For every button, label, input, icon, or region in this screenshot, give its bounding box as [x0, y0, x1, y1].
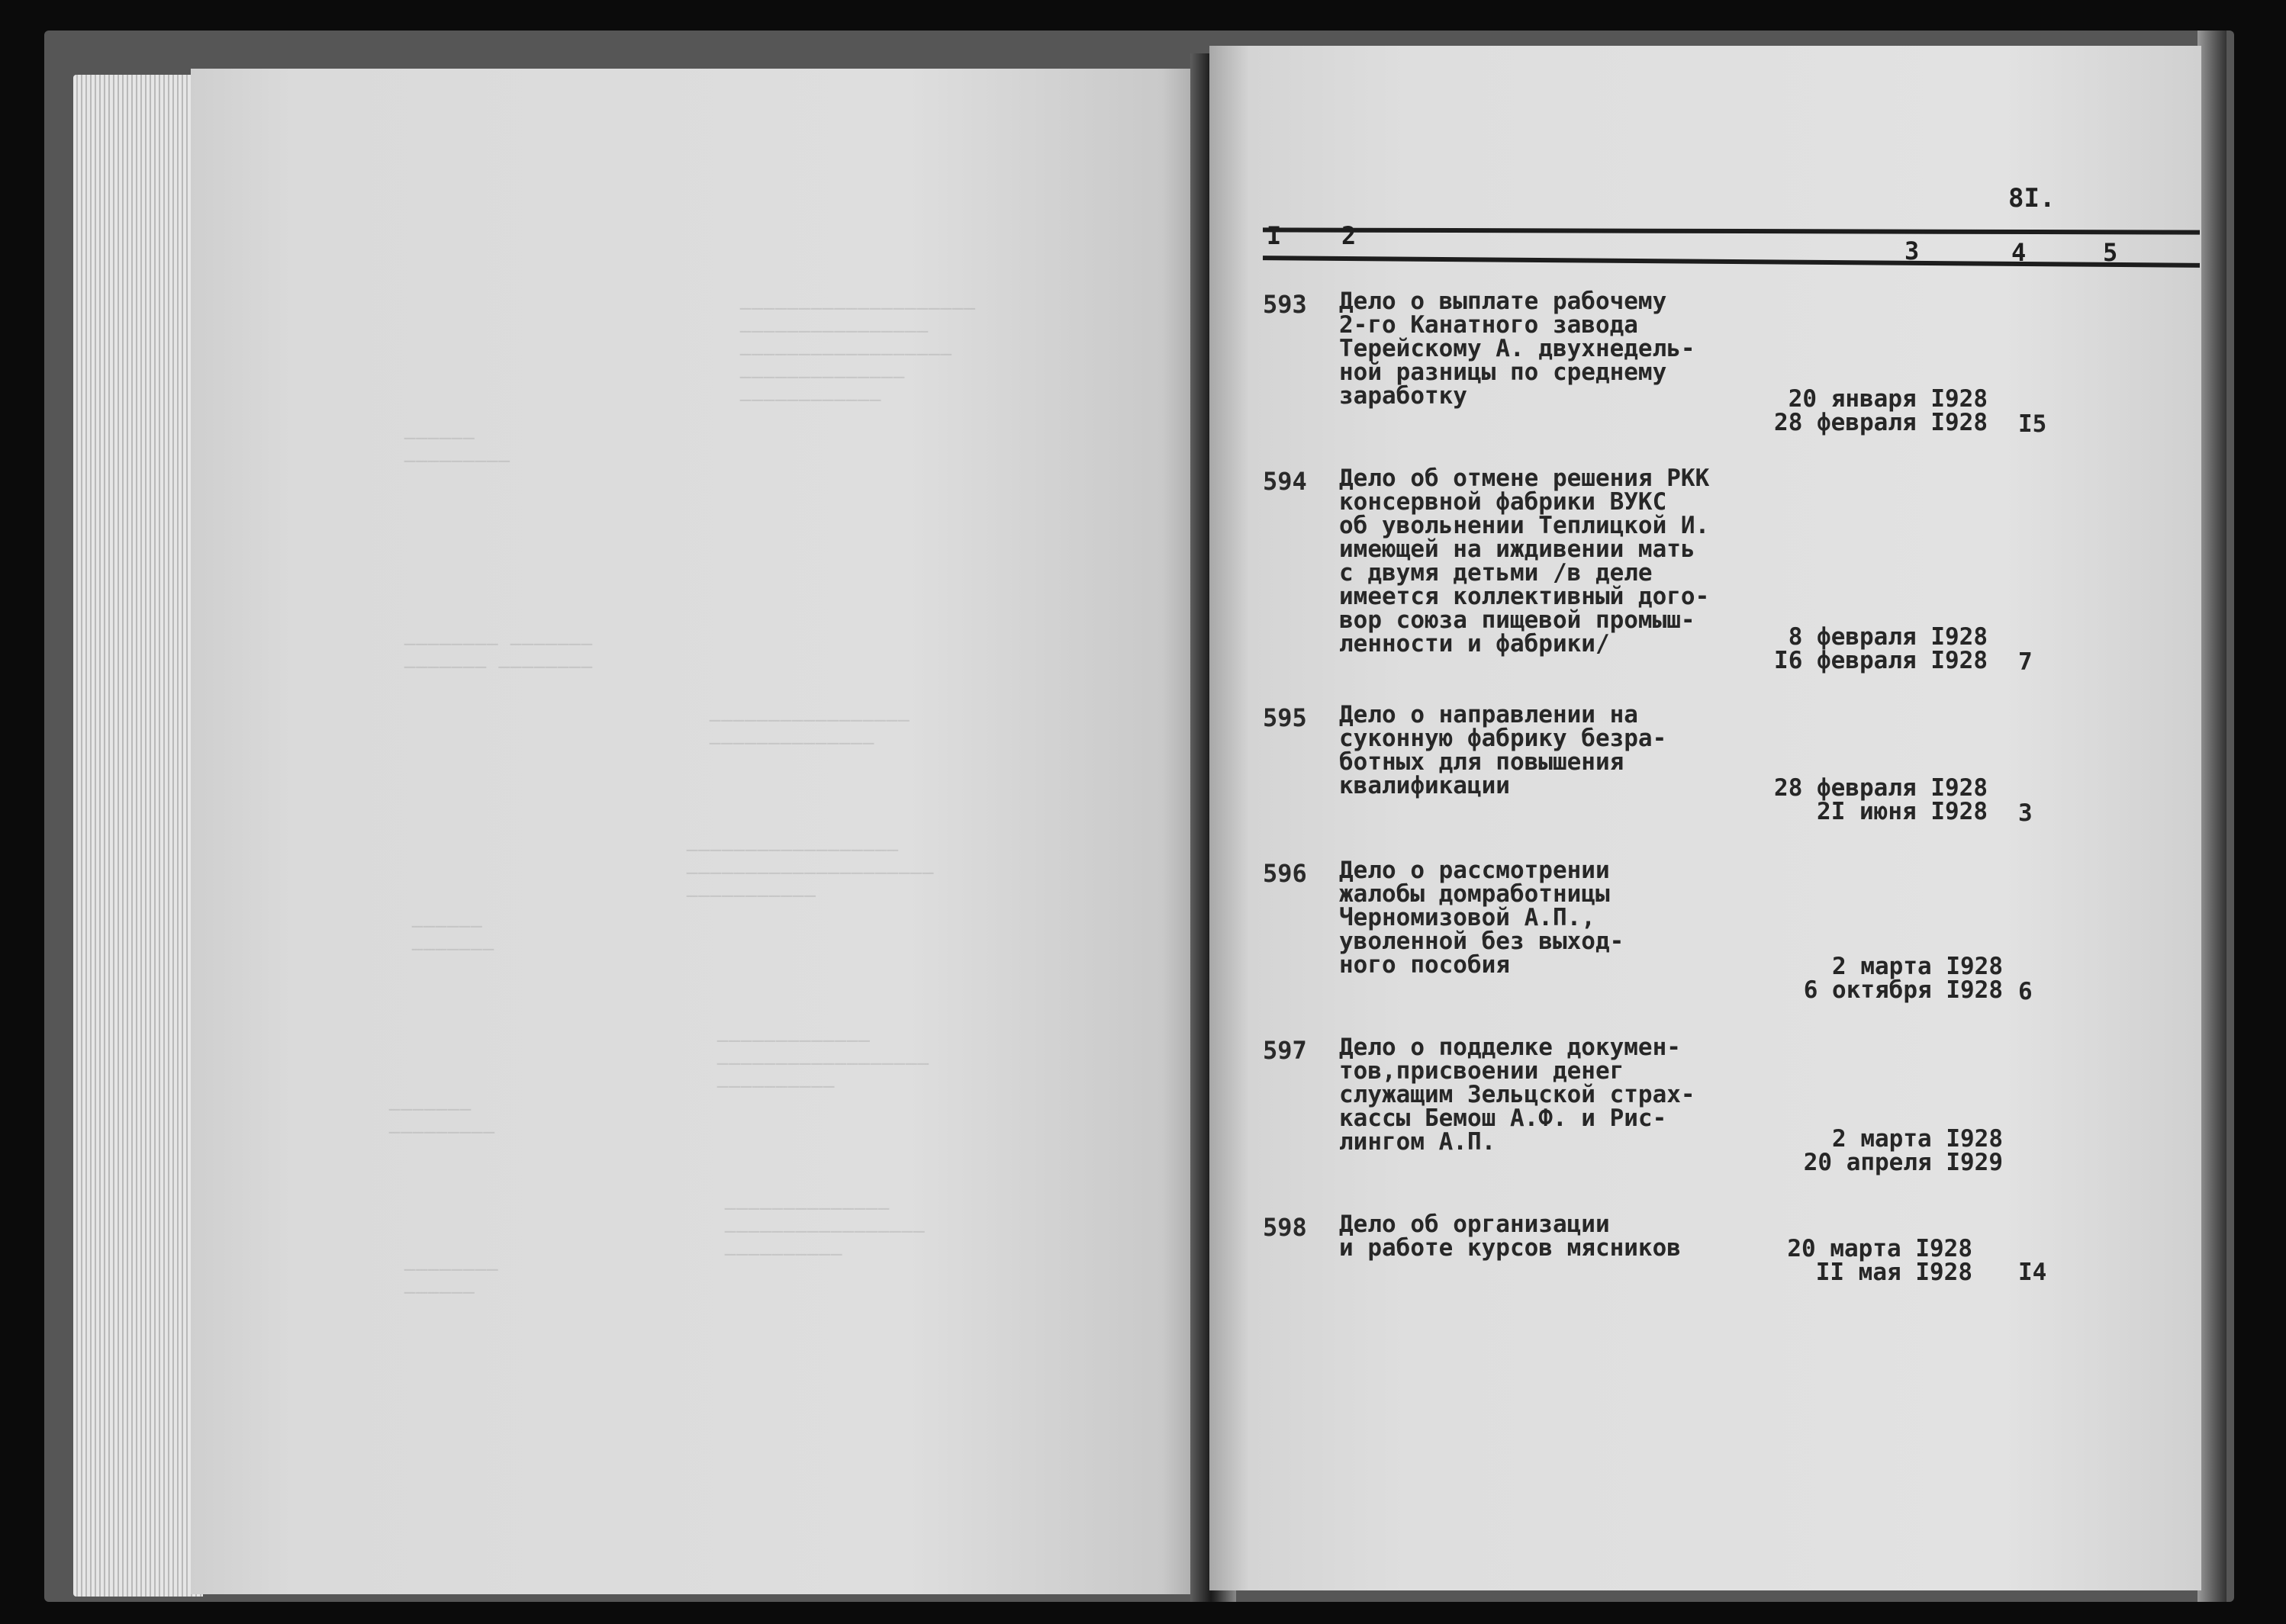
entry-title: Дело о рассмотрении жалобы домработницы Черномизовой А.П., уволенной без выход- ного пособия [1339, 857, 1624, 979]
entry-number: 595 [1263, 703, 1307, 732]
column-header-2: 2 [1341, 221, 1357, 250]
column-header-5: 5 [2103, 238, 2118, 267]
entry-sheets: 7 [2018, 648, 2033, 676]
bleed-through-text: ─────── ───────── [389, 1099, 496, 1143]
entry-number: 596 [1263, 859, 1307, 888]
list-item [1263, 703, 2201, 833]
list-item [1263, 290, 2201, 442]
list-item [1263, 467, 2201, 680]
entry-sheets: I4 [2018, 1259, 2047, 1286]
entry-title: Дело об организации и работе курсов мясников [1339, 1211, 1681, 1262]
bleed-through-text: ────── ───────── [404, 428, 511, 472]
entry-title: Дело об отмене решения РКК консервной фабрики ВУКС об увольнении Теплицкой И. имеющей на иждивении мать с двумя детьми /в деле имеется коллективный дого- вор союза пищевой промыш- ленности и фабрики/ [1339, 465, 1710, 658]
entry-number: 593 [1263, 290, 1307, 319]
column-header-1: I [1267, 221, 1282, 250]
cover-edge [2197, 31, 2226, 1602]
entry-sheets: I5 [2018, 410, 2047, 438]
entry-number: 597 [1263, 1036, 1307, 1065]
entry-sheets: 6 [2018, 978, 2033, 1005]
left-page [191, 69, 1213, 1594]
column-header-3: 3 [1904, 236, 1920, 265]
entry-number: 594 [1263, 467, 1307, 496]
entry-dates: 2 марта I928 20 апреля I929 [1803, 1125, 2003, 1176]
bleed-through-text: ───────────── ────────────────── ────────── [717, 1031, 930, 1098]
bleed-through-text: ────── ─────── [412, 916, 495, 960]
entry-dates: 2 марта I928 6 октября I928 [1803, 953, 2003, 1004]
bleed-through-text: ────────────────── ───────────────────── ─────────── [687, 840, 935, 907]
entry-number: 598 [1263, 1213, 1307, 1242]
entry-title: Дело о выплате рабочему 2-го Канатного завода Терейскому А. двухнедель- ной разницы по среднему заработку [1339, 288, 1695, 410]
page-number: 8I. [2008, 183, 2056, 214]
list-item [1263, 859, 2201, 1011]
entry-dates: 20 января I928 28 февраля I928 [1774, 385, 1988, 436]
page-edges [73, 75, 203, 1597]
bleed-through-text: ──────── ────── [404, 1259, 499, 1304]
bleed-through-text: ───────────────── ────────────── [710, 710, 910, 754]
bleed-through-text: ──────────────────── ──────────────── ────────────────── ────────────── ──────────── [740, 298, 976, 411]
column-header-4: 4 [2011, 238, 2027, 267]
list-item [1263, 1036, 2201, 1188]
entry-title: Дело о подделке докумен- тов,присвоении денег служащим Зельцской страх- кассы Бемош А.Ф. и Рис- лингом А.П. [1339, 1034, 1695, 1156]
entry-dates: 20 марта I928 II мая I928 [1787, 1235, 1972, 1286]
entry-dates: 8 февраля I928 I6 февраля I928 [1774, 623, 1988, 674]
entry-title: Дело о направлении на суконную фабрику безра- ботных для повышения квалификации [1339, 701, 1667, 799]
bleed-through-text: ──────── ─────── ─────── ──────── [404, 634, 594, 678]
bleed-through-text: ────────────── ───────────────── ────────── [725, 1198, 926, 1265]
entry-dates: 28 февраля I928 2I июня I928 [1774, 774, 1988, 825]
entry-sheets: 3 [2018, 799, 2033, 827]
list-item [1263, 1213, 2201, 1304]
